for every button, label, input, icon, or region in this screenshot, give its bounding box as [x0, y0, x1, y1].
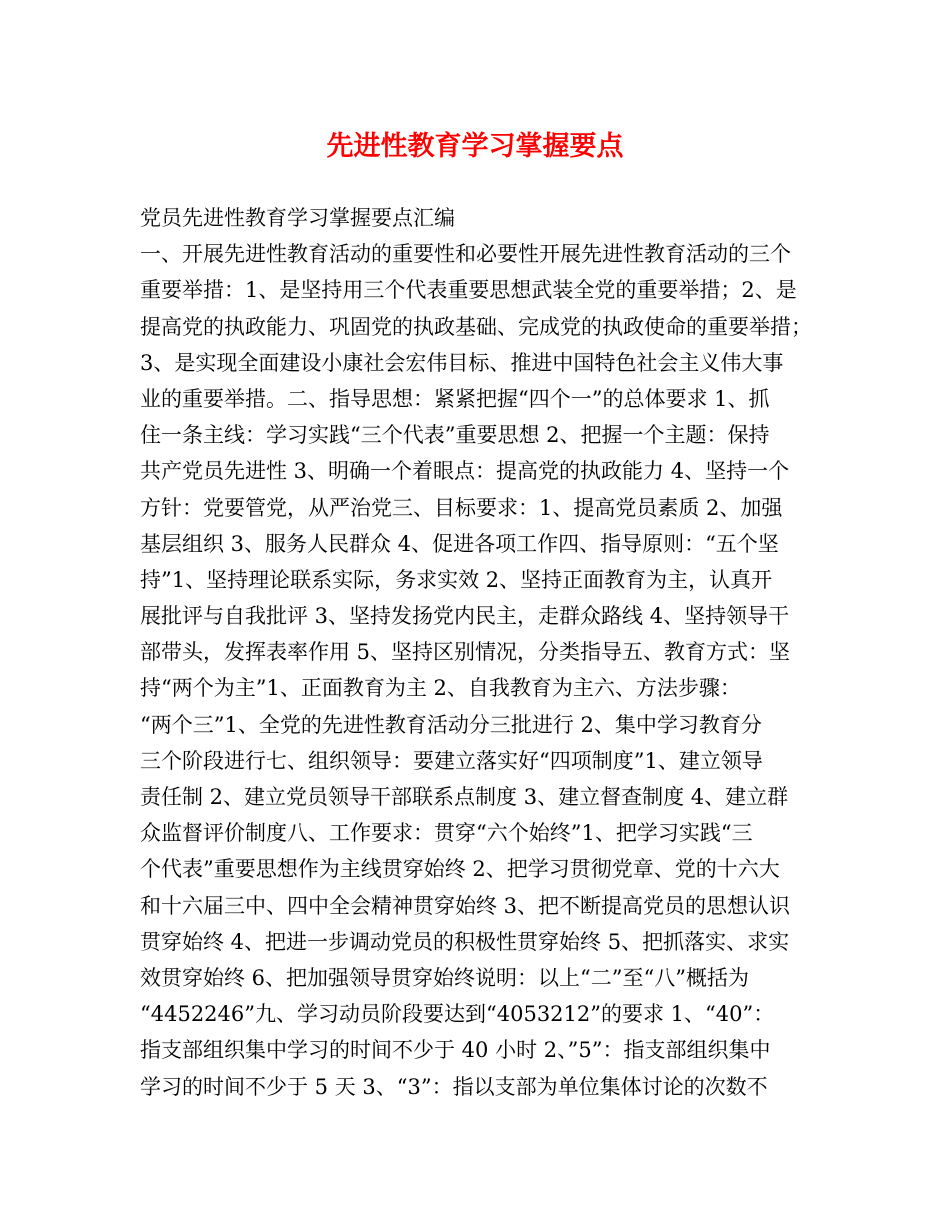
body-line: 指支部组织集中学习的时间不少于 40 小时 2、”5”：指支部组织集中 [140, 1038, 771, 1063]
body-line: 持“两个为主”1、正面教育为主 2、自我教育为主六、方法步骤： [140, 676, 741, 701]
body-line: 住一条主线：学习实践“三个代表”重要思想 2、把握一个主题：保持 [140, 423, 770, 448]
body-line: 展批评与自我批评 3、坚持发扬党内民主，走群众路线 4、坚持领导干 [140, 604, 790, 629]
body-line: 共产党员先进性 3、明确一个着眼点：提高党的执政能力 4、坚持一个 [140, 459, 790, 484]
body-line: 基层组织 3、服务人民群众 4、促进各项工作四、指导原则：“五个坚 [140, 531, 779, 556]
body-line: 党员先进性教育学习掌握要点汇编 [140, 206, 455, 230]
body-line: 提高党的执政能力、巩固党的执政基础、完成党的执政使命的重要举措； [140, 314, 812, 339]
body-line: 一、开展先进性教育活动的重要性和必要性开展先进性教育活动的三个 [140, 242, 791, 267]
body-line: 效贯穿始终 6、把加强领导贯穿始终说明：以上“二”至“八”概括为 [140, 965, 749, 990]
body-line: 众监督评价制度八、工作要求：贯穿“六个始终”1、把学习实践“三 [140, 821, 753, 846]
body-line: 部带头，发挥表率作用 5、坚持区别情况，分类指导五、教育方式：坚 [140, 640, 791, 665]
body-line: “两个三”1、全党的先进性教育活动分三批进行 2、集中学习教育分 [140, 712, 762, 737]
body-line: 和十六届三中、四中全会精神贯穿始终 3、把不断提高党员的思想认识 [140, 893, 791, 918]
body-line: 贯穿始终 4、把进一步调动党员的积极性贯穿始终 5、把抓落实、求实 [140, 929, 790, 954]
body-line: 重要举措：1、是坚持用三个代表重要思想武装全党的重要举措；2、是 [140, 278, 797, 303]
body-line: 学习的时间不少于 5 天 3、“3”：指以支部为单位集体讨论的次数不 [140, 1074, 768, 1099]
body-line: 责任制 2、建立党员领导干部联系点制度 3、建立督查制度 4、建立群 [140, 785, 789, 809]
body-line: 三个阶段进行七、组织领导：要建立落实好“四项制度”1、建立领导 [140, 748, 763, 773]
body-line: “4452246”九、学习动员阶段要达到“4053212”的要求 1、“40”： [140, 1002, 775, 1027]
body-line: 个代表”重要思想作为主线贯穿始终 2、把学习贯彻党章、党的十六大 [140, 857, 780, 882]
body-line: 持”1、坚持理论联系实际，务求实效 2、坚持正面教育为主，认真开 [140, 567, 773, 592]
document-body [140, 200, 816, 1105]
document-title: 先进性教育学习掌握要点 [326, 131, 624, 162]
body-line: 3、是实现全面建设小康社会宏伟目标、推进中国特色社会主义伟大事 [140, 350, 784, 375]
body-line: 业的重要举措。二、指导思想：紧紧把握“四个一”的总体要求 1、抓 [140, 386, 770, 411]
body-line: 方针：党要管党，从严治党三、目标要求：1、提高党员素质 2、加强 [140, 495, 783, 520]
